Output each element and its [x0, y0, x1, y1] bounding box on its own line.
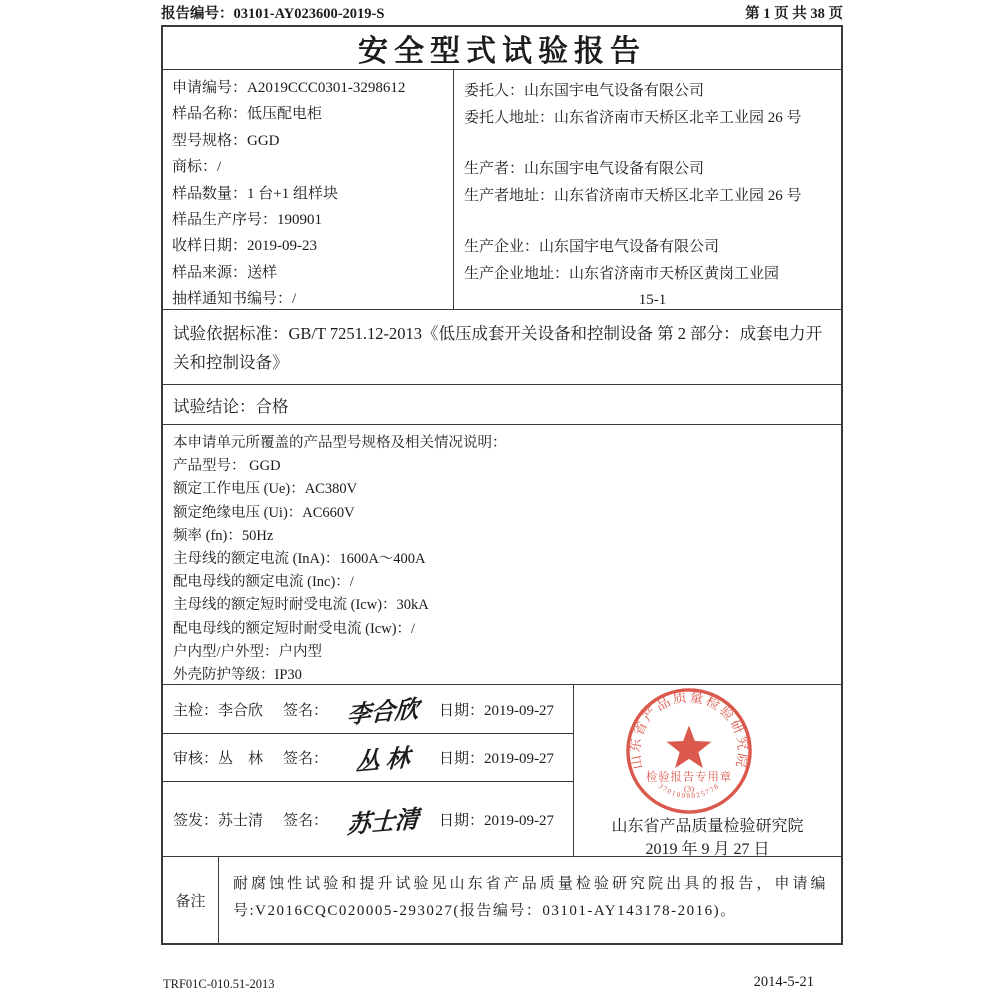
signature-label: 签名： — [283, 751, 329, 767]
ip-rating: 外壳防护等级：IP30 — [173, 667, 302, 684]
chief-inspector-name: 主检：李合欣 — [173, 702, 264, 719]
issue-date: 2019 年 9 月 27 日 — [645, 841, 770, 857]
producer-address: 生产者地址：山东省济南市天桥区北辛工业园 26 号 — [464, 187, 802, 204]
stamp-cell — [574, 685, 841, 856]
rated-working-voltage: 额定工作电压 (Ue)：AC380V — [173, 481, 358, 498]
sample-quantity: 样品数量：1 台+1 组样块 — [172, 185, 338, 202]
model-spec: 型号规格：GGD — [172, 132, 280, 149]
receive-date: 收样日期：2019-09-23 — [172, 238, 317, 255]
signature-section — [163, 685, 841, 857]
official-seal-icon — [624, 686, 754, 816]
client-group — [464, 78, 841, 131]
main-busbar-rated-current: 主母线的额定电流 (InA)：1600A～400A — [173, 551, 426, 568]
seal-arc-text: 山东省产品质量检验研究院 — [627, 689, 751, 771]
sample-info-row — [163, 70, 841, 310]
seal-number-label: (3) — [683, 783, 695, 794]
chief-inspector-signature: 李合欣 — [346, 696, 420, 729]
chief-inspector-row — [163, 685, 573, 734]
main-busbar-withstand-current: 主母线的额定短时耐受电流 (Icw)：30kA — [173, 597, 429, 614]
sample-name: 样品名称：低压配电柜 — [172, 106, 323, 123]
report-table — [161, 25, 843, 945]
manufacturer-address-cont: 15-1 — [638, 292, 667, 308]
manufacturer-group — [464, 234, 841, 310]
sample-serial: 样品生产序号：190901 — [172, 212, 323, 229]
test-standard-row — [163, 310, 841, 385]
remark-text: 耐腐蚀性试验和提升试验见山东省产品质量检验研究院出具的报告，申请编号:V2016CQC020005-293027(报告编号：03101-AY143178-2016)。 — [233, 876, 827, 919]
rated-insulation-voltage: 额定绝缘电压 (Ui)：AC660V — [173, 504, 355, 521]
producer-name: 生产者：山东国宇电气设备有限公司 — [464, 161, 705, 177]
seal-center-text: 检验报告专用章 — [645, 771, 733, 784]
issuer-signature: 苏士清 — [346, 806, 420, 839]
sample-source: 样品来源：送样 — [172, 264, 278, 281]
stamp-caption — [574, 815, 841, 857]
dist-busbar-withstand-current: 配电母线的额定短时耐受电流 (Icw)：/ — [173, 620, 416, 637]
specs-intro: 本申请单元所覆盖的产品型号规格及相关情况说明： — [173, 435, 507, 451]
issuer-row — [163, 782, 573, 856]
trademark: 商标：/ — [172, 159, 222, 176]
product-specs-row — [163, 425, 841, 685]
signature-rows — [163, 685, 574, 856]
form-date: 2014-5-21 — [753, 974, 814, 990]
issuer-name: 签发：苏士清 — [173, 812, 264, 829]
report-title: 安全型式试验报告 — [358, 35, 646, 68]
reviewer-row — [163, 734, 573, 782]
remark-row — [163, 857, 841, 943]
title-row — [163, 27, 841, 70]
remark-label: 备注 — [163, 857, 219, 943]
indoor-outdoor-type: 户内型/户外型：户内型 — [173, 643, 323, 660]
application-number: 申请编号：A2019CCC0301-3298612 — [172, 80, 406, 96]
issuing-organization: 山东省产品质量检验研究院 — [611, 818, 804, 835]
dist-busbar-rated-current: 配电母线的额定电流 (Inc)：/ — [173, 574, 354, 591]
seal-code: 3701008025778 — [656, 781, 722, 801]
client-address: 委托人地址：山东省济南市天桥区北辛工业园 26 号 — [464, 109, 802, 126]
reviewer-date: 日期：2019-09-27 — [439, 751, 554, 767]
page-count: 第 1 页 共 38 页 — [745, 6, 843, 22]
test-standard: 试验依据标准：GB/T 7251.12-2013《低压成套开关设备和控制设备 第 2 部分：成套电力开关和控制设备》 — [173, 324, 823, 372]
sample-info-right — [454, 70, 841, 309]
chief-inspector-date: 日期：2019-09-27 — [439, 702, 554, 719]
sampling-notice-number: 抽样通知书编号：/ — [172, 291, 297, 308]
test-conclusion-row — [163, 385, 841, 425]
signature-label: 签名： — [283, 702, 329, 719]
form-number: TRF01C-010.51-2013 — [163, 977, 275, 991]
issuer-date: 日期：2019-09-27 — [439, 812, 554, 829]
sample-info-left — [163, 70, 454, 309]
producer-group — [464, 156, 841, 209]
manufacturer-name: 生产企业：山东国宇电气设备有限公司 — [464, 239, 720, 255]
client-name: 委托人：山东国宇电气设备有限公司 — [464, 83, 705, 99]
frequency: 频率 (fn)：50Hz — [173, 527, 274, 544]
seal-star-icon — [667, 725, 712, 768]
reviewer-signature: 丛 林 — [355, 745, 411, 777]
report-number: 报告编号：03101-AY023600-2019-S — [161, 6, 385, 22]
reviewer-name: 审核：丛 林 — [173, 751, 264, 767]
signature-label: 签名： — [283, 812, 329, 829]
product-model: 产品型号： GGD — [173, 458, 281, 475]
page-header — [161, 2, 843, 23]
manufacturer-address: 生产企业地址：山东省济南市天桥区黄岗工业园 — [464, 265, 780, 282]
test-conclusion: 试验结论：合格 — [173, 397, 289, 416]
